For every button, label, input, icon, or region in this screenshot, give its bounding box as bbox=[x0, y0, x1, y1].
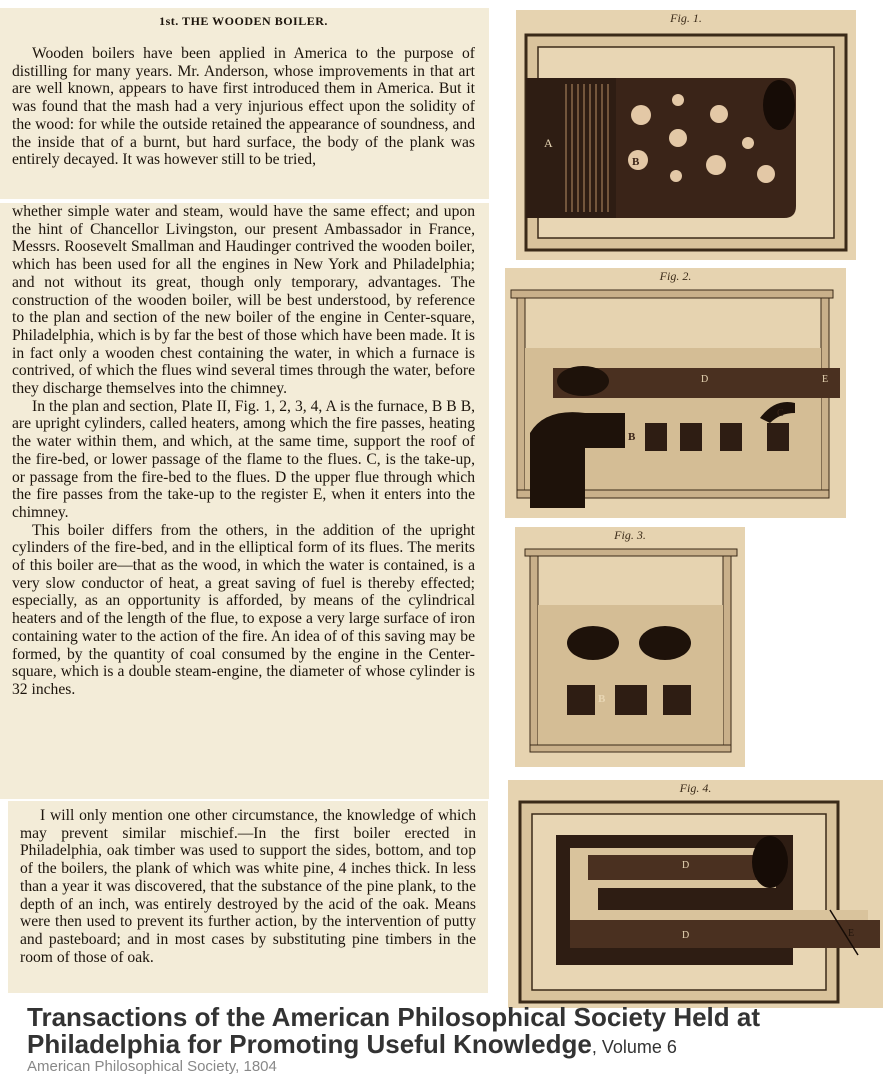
fig1-letter-a: A bbox=[544, 136, 553, 150]
fig2-letter-b: B bbox=[628, 431, 636, 443]
figure-3-section bbox=[515, 527, 745, 767]
text-clip-3 bbox=[8, 801, 488, 993]
figure-1-plan bbox=[516, 10, 856, 260]
text-clip-2 bbox=[0, 203, 489, 799]
fig2-letter-c: C bbox=[777, 408, 784, 419]
figure-2-section bbox=[505, 268, 846, 518]
figure-1-label: Fig. 1. bbox=[670, 11, 702, 25]
figure-1-drawing bbox=[516, 10, 856, 260]
figure-4-drawing bbox=[508, 780, 883, 1008]
paragraph-1: Wooden boilers have been applied in America to the purpose of distilling for many years. Mr. Anderson, whose improvements in that art are well known, appears to have first introduced them in America. But it was found that the mash had a very injurious effect upon the solidity of the wood: for while the outside retained the appearance of soundness, and the inside that of a burnt, but hard surface, the body of the plank was entirely decayed. It was however still to be tried, bbox=[12, 45, 475, 169]
figure-3-label: Fig. 3. bbox=[614, 528, 646, 542]
paragraph-3: In the plan and section, Plate II, Fig. 1, 2, 3, 4, A is the furnace, B B B, are upright cylinders, called heaters, among which the fire passes, heating the water within them, and which, at the same time, support the roof of the fire-bed, or lower passage of the flame to the flues. C, is the take-up, or passage from the fire-bed to the flues. D the upper flue through which the fire passes from the take-up to the register E, when it enters into the chimney. bbox=[12, 397, 475, 521]
section-heading: 1st. THE WOODEN BOILER. bbox=[159, 14, 328, 28]
paragraph-2: whether simple water and steam, would have the same effect; and upon the hint of Chancellor Livingston, our present Ambassador in France, Messrs. Roosevelt Smallman and Haudinger contrived the wooden boiler, which has been used for all the engines in New York and Philadelphia; and not without its great, though only temporary, advantages. The construction of the wooden boiler, will be best understood, by reference to the plan and section of the new boiler of the engine in Center-square, Philadelphia, which is by far the best of those which have been made. It is in fact only a wooden chest containing the water, in which a furnace is contrived, of which the flues wind several times through the water, before they discharge themselves into the chimney. bbox=[12, 203, 475, 398]
figure-3-drawing bbox=[515, 527, 745, 767]
fig4-letter-d-upper: D bbox=[682, 860, 690, 871]
book-volume: , Volume 6 bbox=[591, 1037, 677, 1057]
figure-4-label: Fig. 4. bbox=[679, 781, 712, 795]
fig3-letter-b: B bbox=[598, 693, 606, 705]
fig1-letter-b: B bbox=[632, 156, 640, 168]
figure-4-plan bbox=[508, 780, 883, 1008]
fig2-letter-d: D bbox=[701, 374, 709, 385]
text-clip-1 bbox=[0, 8, 489, 199]
book-title-text[interactable]: Transactions of the American Philosophical Society Held at Philadelphia for Promoting Useful Knowledge bbox=[27, 1002, 761, 1059]
book-title[interactable] bbox=[27, 1004, 867, 1061]
paragraph-4: This boiler differs from the others, in the addition of the upright cylinders of the fire-bed, and in the elliptical form of its flues. The merits of this boiler are—that as the wood, in which the water is contained, is a very slow conductor of heat, a great saving of fuel is thereby effected; especially, as an opportunity is afforded, by means of the cylindrical heaters and of the length of the flue, to expose a very large surface of iron containing water to the action of the fire. An idea of of this saving may be formed, by the quantity of coal consumed by the engine in the Center-square, which is a double steam-engine, the diameter of whose cylinder is 32 inches. bbox=[12, 521, 475, 698]
fig4-letter-d-lower: D bbox=[682, 930, 690, 941]
fig4-letter-e: E bbox=[848, 928, 855, 939]
fig2-letter-e: E bbox=[822, 374, 829, 385]
paragraph-5: I will only mention one other circumstance, the knowledge of which may prevent similar mischief.—In the first boiler erected in Philadelphia, oak timber was used to support the sides, bottom, and top of the boilers, the plank of which was white pine, 4 inches thick. In less than a year it was discovered, that the substance of the pine plank, to the depth of an inch, was entirely destroyed by the acid of the oak. Means were then used to prevent its further action, by the intervention of putty and pasteboard; and in most cases by substituting pine timbers in the room of those of oak. bbox=[20, 807, 476, 966]
book-publisher: American Philosophical Society, 1804 bbox=[27, 1058, 277, 1075]
figure-2-drawing bbox=[505, 268, 846, 518]
figure-2-label: Fig. 2. bbox=[659, 269, 692, 283]
